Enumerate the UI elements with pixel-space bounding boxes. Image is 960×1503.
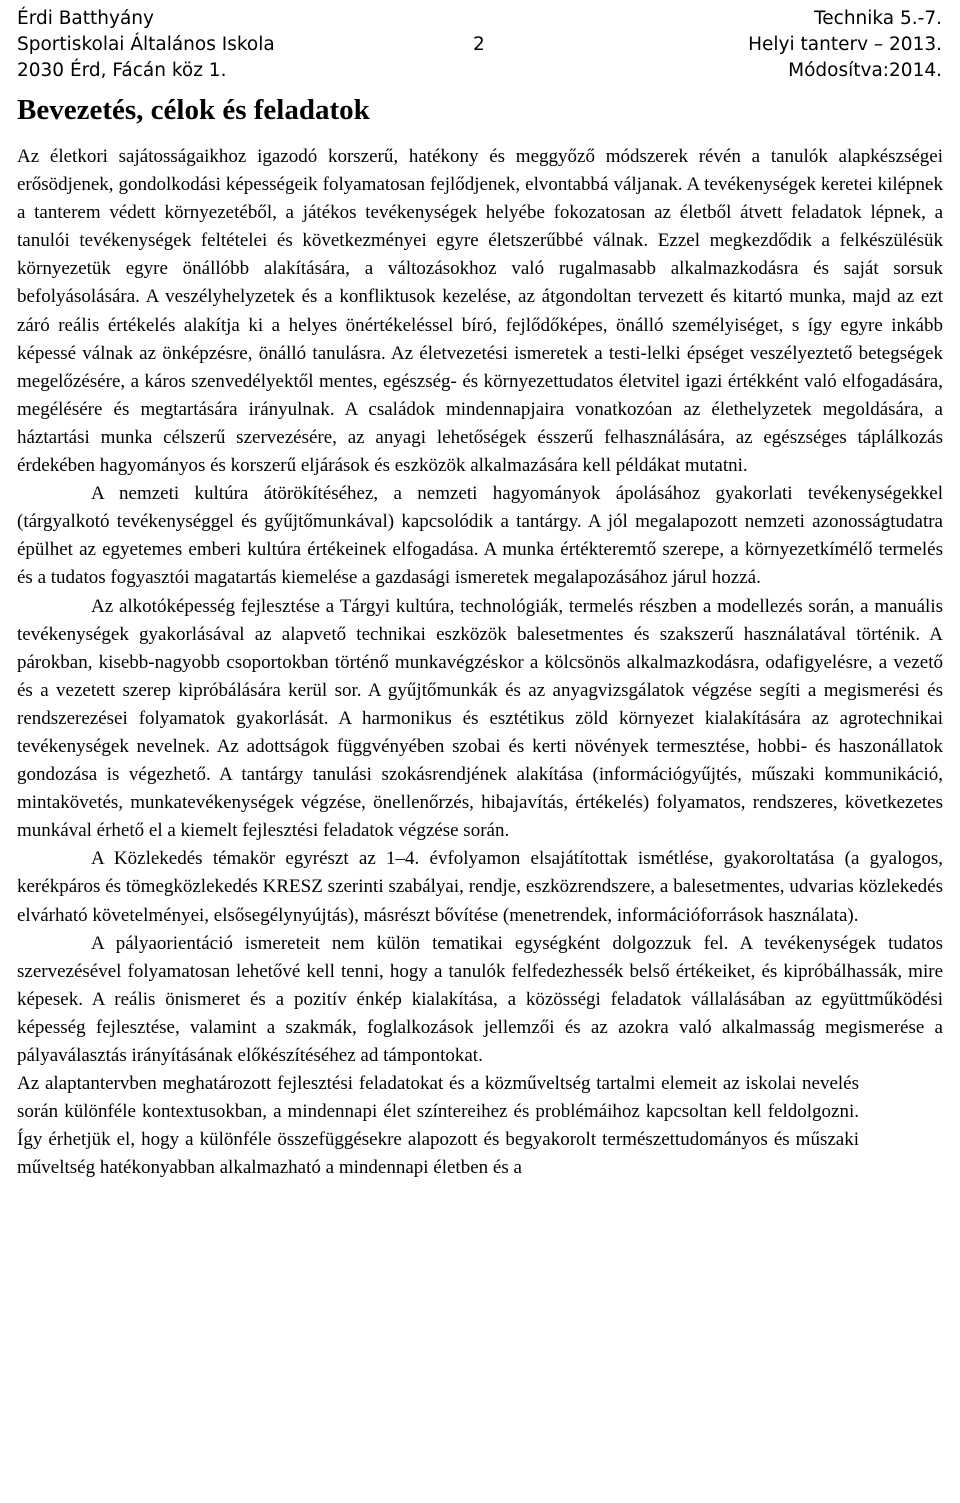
- school-name-line-1: Érdi Batthyány: [17, 8, 154, 29]
- school-name-line-2: Sportiskolai Általános Iskola: [17, 34, 275, 55]
- paragraph-national-culture: A nemzeti kultúra átörökítéséhez, a nemzeti hagyományok ápolásához gyakorlati tevékenységekkel (tárgyalkotó tevékenységgel és gyűjtőmunkával) kapcsolódik a tantárgy. A jól megalapozott nemzeti azonosságtudatra épülhet az egyetemes emberi kultúra értékeinek elfogadása. A munka értékteremtő szerepe, a környezetkímélő termelés és a tudatos fogyasztói magatartás kiemelése a gazdasági ismeretek megalapozásához járul hozzá.: [17, 483, 943, 589]
- paragraph-creativity: Az alkotóképesség fejlesztése a Tárgyi kultúra, technológiák, termelés részben a modellezés során, a manuális tevékenységek gyakorlásával az alapvető technikai eszközök balesetmentes és szakszerű használatával történik. A párokban, kisebb-nagyobb csoportokban történő munkavégzéskor a kölcsönös alkalmazkodásra, odafigyelésre, a vezető és a vezetett szerep kipróbálására kerül sor. A gyűjtőmunkák és az anyagvizsgálatok végzése segíti a megismerési és rendszerezései folyamatok gyakorlását. A harmonikus és esztétikus zöld környezet kialakítására az agrotechnikai tevékenységek nevelnek. Az adottságok függvényében szobai és kerti növények termesztése, hobbi- és haszonállatok gondozása is végezhető. A tantárgy tanulási szokásrendjének alakítása (információgyűjtés, műszaki kommunikáció, mintakövetés, munkatevékenységek végzése, önellenőrzés, hibajavítás, értékelés) folyamatos, rendszeres, következetes munkával érhető el a kiemelt fejlesztési feladatok végzése során.: [17, 595, 943, 842]
- document-body: [17, 143, 943, 1182]
- paragraph-core-curriculum: Az alaptantervben meghatározott fejlesztési feladatokat és a közműveltség tartalmi elemeit az iskolai nevelés során különféle kontextusokban, a mindennapi élet színtereihez és problémáihoz kapcsoltan kell feldolgozni. Így érhetjük el, hogy a különféle összefüggésekre alapozott és begyakorolt természettudományos és műszaki műveltség hatékonyabban alkalmazható a mindennapi életben és a: [17, 1073, 859, 1179]
- modified-date: Módosítva:2014.: [788, 60, 942, 81]
- page-header: [0, 0, 960, 88]
- school-info: [17, 6, 275, 84]
- paragraph-career-orientation: A pályaorientáció ismereteit nem külön tematikai egységként dolgozzuk fel. A tevékenységek tudatos szervezésével folyamatosan lehetővé kell tenni, hogy a tanulók felfedezhessék belső értékeiket, és kipróbálhassák, mire képesek. A reális önismeret és a pozitív énkép kialakítása, a közösségi feladatok vállalásában az együttműködési képesség fejlesztése, valamint a szakmák, foglalkozások jellemzői és az azokra való alkalmasság megismerése a pályaválasztás irányításának előkészítéséhez ad támpontokat.: [17, 932, 943, 1066]
- school-address: 2030 Érd, Fácán köz 1.: [17, 60, 227, 81]
- document-info: [748, 6, 942, 84]
- subject-grade: Technika 5.-7.: [814, 8, 942, 29]
- curriculum-year: Helyi tanterv – 2013.: [748, 34, 942, 55]
- page-number: 2: [473, 34, 485, 55]
- section-title: Bevezetés, célok és feladatok: [17, 94, 370, 126]
- paragraph-transport: A Közlekedés témakör egyrészt az 1–4. évfolyamon elsajátítottak ismétlése, gyakoroltatása (a gyalogos, kerékpáros és tömegközlekedés KRESZ szerinti szabályai, rendje, eszközrendszere, a balesetmentes, udvarias közlekedés elvárható követelményei, elsősegélynyújtás), másrészt bővítése (menetrendek, információforrások használata).: [17, 848, 943, 926]
- paragraph-intro: Az életkori sajátosságaikhoz igazodó korszerű, hatékony és meggyőző módszerek révén a tanulók alapkészségei erősödjenek, gondolkodási képességeik folyamatosan fejlődjenek, elvontabbá váljanak. A tevékenységek keretei kilépnek a tanterem védett környezetéből, a játékos tevékenységek helyébe fokozatosan az életből átvett feladatok lépnek, a tanulói tevékenységek feltételei és következményei egyre életszerűbbé válnak. Ezzel megkezdődik a felkészülésük környezetük egyre önállóbb alakítására, a változásokhoz való rugalmasabb alkalmazkodásra és saját sorsuk befolyásolására. A veszélyhelyzetek és a konfliktusok kezelése, az átgondoltan tervezett és kitartó munka, majd az ezt záró reális értékelés alakítja ki a helyes önértékeléssel bíró, fejlődőképes, önálló személyiséget, s így egyre inkább képessé válnak az önképzésre, önálló tanulásra. Az életvezetési ismeretek a testi-lelki épséget veszélyeztető betegségek megelőzésére, a káros szenvedélyektől mentes, egészség- és környezettudatos életvitel igazi értékként való elfogadására, megélésére és megtartására irányulnak. A családok mindennapjaira vonatkozóan az élethelyzetek megoldására, a háztartási munka célszerű szervezésére, az anyagi lehetőségek ésszerű felhasználására, az egészséges táplálkozás érdekében hagyományos és korszerű eljárások és eszközök alkalmazására kell példákat mutatni.: [17, 146, 943, 477]
